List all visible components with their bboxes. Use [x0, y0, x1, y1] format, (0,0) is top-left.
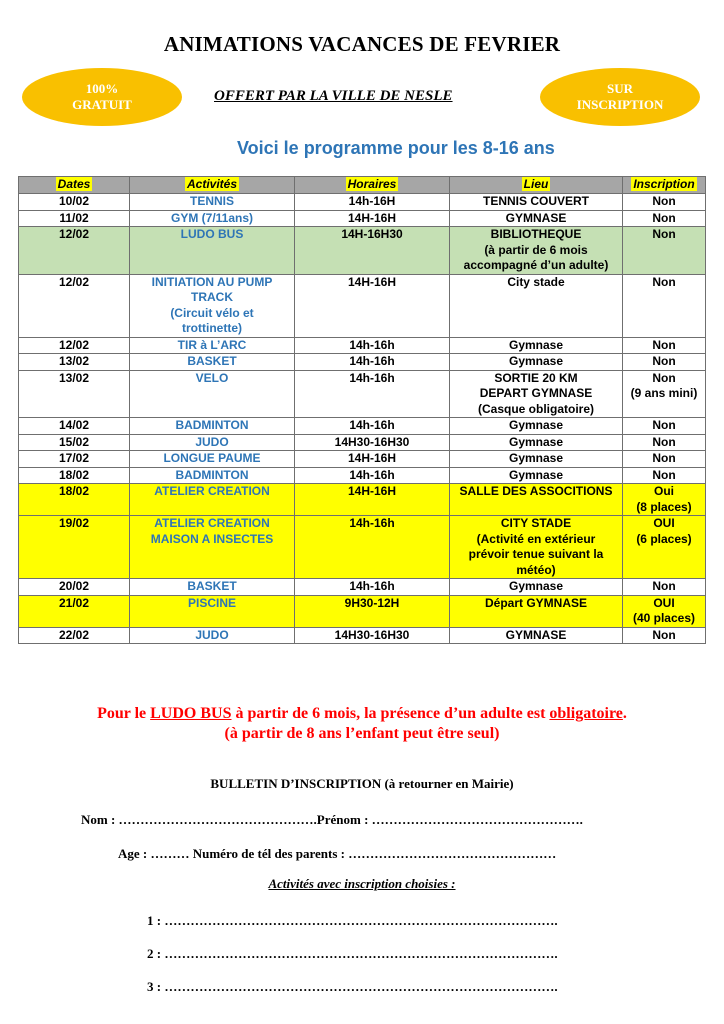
activity-choice-1[interactable]: 1 : ……………………………………………………………………………….	[147, 913, 558, 928]
cell-registration	[623, 516, 706, 579]
header-horaires: Horaires	[295, 177, 450, 194]
cell-registration-line: Non	[652, 370, 676, 385]
cell-date	[19, 274, 130, 337]
cell-registration-line: Non	[652, 627, 676, 642]
cell-place-line: Gymnase	[508, 418, 564, 432]
registration-badge	[540, 68, 700, 126]
table-row	[19, 274, 706, 337]
cell-hours	[295, 484, 450, 516]
cell-place-line: météo)	[516, 562, 556, 577]
cell-activity	[130, 337, 295, 354]
cell-hours	[295, 418, 450, 435]
cell-place	[450, 516, 623, 579]
cell-registration	[623, 227, 706, 275]
cell-date	[19, 595, 130, 627]
cell-date	[19, 434, 130, 451]
cell-registration-line: Non	[652, 274, 676, 289]
cell-date-line: 13/02	[58, 354, 90, 368]
cell-hours	[295, 595, 450, 627]
cell-hours-line: 14h-16h	[349, 418, 395, 432]
cell-activity	[130, 627, 295, 644]
table-body	[19, 194, 706, 644]
cell-place	[450, 451, 623, 468]
cell-date	[19, 194, 130, 211]
cell-date-line: 15/02	[58, 434, 90, 449]
cell-place-line: TENNIS COUVERT	[482, 194, 589, 208]
cell-activity-line: MAISON A INSECTES	[150, 531, 274, 546]
table-row	[19, 595, 706, 627]
cell-activity-line: BASKET	[187, 354, 237, 368]
table-row	[19, 434, 706, 451]
cell-date-line: 19/02	[58, 516, 90, 530]
cell-place-line: (Activité en extérieur	[476, 531, 596, 546]
cell-place-line: BIBLIOTHEQUE	[490, 227, 582, 241]
cell-registration-line: Oui	[654, 484, 674, 498]
cell-activity	[130, 484, 295, 516]
cell-place	[450, 354, 623, 371]
chosen-activities-title: Activités avec inscription choisies :	[268, 876, 456, 891]
cell-hours	[295, 579, 450, 596]
cell-activity-line: GYM (7/11ans)	[170, 210, 254, 225]
cell-activity-line: TIR à L’ARC	[177, 337, 247, 352]
program-table	[18, 176, 706, 644]
cell-date	[19, 227, 130, 275]
cell-date-line: 17/02	[58, 451, 90, 465]
cell-hours	[295, 210, 450, 227]
cell-registration	[623, 627, 706, 644]
cell-date-line: 18/02	[58, 467, 90, 482]
cell-place-line: Départ GYMNASE	[484, 595, 588, 610]
table-row	[19, 227, 706, 275]
cell-hours	[295, 194, 450, 211]
cell-activity-line: LUDO BUS	[180, 227, 244, 241]
cell-place	[450, 210, 623, 227]
free-badge-line2: GRATUIT	[72, 97, 132, 112]
cell-hours-line: 14h-16h	[349, 516, 395, 530]
table-row	[19, 418, 706, 435]
cell-activity-line: BADMINTON	[175, 467, 249, 482]
cell-activity	[130, 227, 295, 275]
cell-hours-line: 14H-16H	[347, 451, 397, 465]
table-row	[19, 627, 706, 644]
cell-activity-line: TENNIS	[189, 194, 234, 208]
cell-registration	[623, 451, 706, 468]
cell-registration	[623, 337, 706, 354]
cell-activity-line: VELO	[195, 370, 229, 385]
cell-activity	[130, 418, 295, 435]
cell-activity	[130, 274, 295, 337]
cell-date-line: 18/02	[58, 484, 90, 498]
cell-activity	[130, 516, 295, 579]
cell-registration-line: Non	[652, 418, 676, 432]
cell-activity-line: trottinette)	[182, 321, 242, 335]
cell-hours	[295, 516, 450, 579]
cell-date	[19, 451, 130, 468]
cell-date-line: 12/02	[58, 337, 90, 352]
cell-activity-line: BADMINTON	[175, 418, 249, 432]
cell-activity	[130, 434, 295, 451]
cell-date	[19, 337, 130, 354]
cell-activity	[130, 210, 295, 227]
cell-place-line: Gymnase	[508, 434, 564, 449]
cell-place-line: (à partir de 6 mois	[484, 242, 588, 257]
cell-place	[450, 627, 623, 644]
free-badge-line1: 100%	[85, 81, 119, 96]
cell-date-line: 21/02	[58, 595, 90, 610]
cell-hours	[295, 451, 450, 468]
cell-place-line: prévoir tenue suivant la	[468, 547, 604, 561]
page-title: ANIMATIONS VACANCES DE FEVRIER	[163, 32, 561, 56]
program-subtitle: Voici le programme pour les 8-16 ans	[237, 138, 555, 158]
table-row	[19, 579, 706, 596]
cell-place	[450, 274, 623, 337]
notice-line1: Pour le LUDO BUS à partir de 6 mois, la présence d’un adulte est obligatoire.	[97, 705, 627, 722]
cell-registration	[623, 354, 706, 371]
cell-hours-line: 14h-16h	[349, 579, 395, 593]
cell-registration-line: Non	[652, 210, 676, 225]
cell-registration-line: OUI	[653, 595, 675, 610]
cell-date-line: 22/02	[58, 627, 90, 642]
cell-place	[450, 434, 623, 451]
cell-registration	[623, 418, 706, 435]
form-title: BULLETIN D’INSCRIPTION (à retourner en Mairie)	[210, 776, 514, 791]
cell-activity-line: INITIATION AU PUMP	[151, 274, 273, 289]
cell-hours-line: 14H-16H	[347, 210, 397, 225]
cell-registration	[623, 467, 706, 484]
cell-hours-line: 14H-16H30	[341, 227, 403, 241]
offered-by-text: OFFERT PAR LA VILLE DE NESLE	[214, 88, 453, 104]
cell-hours	[295, 274, 450, 337]
cell-place-line: CITY STADE	[500, 516, 572, 530]
cell-hours-line: 14h-16h	[349, 467, 395, 482]
cell-place	[450, 595, 623, 627]
cell-activity	[130, 194, 295, 211]
cell-place-line: Gymnase	[508, 337, 564, 352]
cell-registration	[623, 434, 706, 451]
cell-activity	[130, 595, 295, 627]
cell-activity	[130, 451, 295, 468]
cell-activity-line: ATELIER CREATION	[154, 484, 270, 498]
cell-registration	[623, 484, 706, 516]
cell-place	[450, 484, 623, 516]
table-row	[19, 484, 706, 516]
cell-place-line: (Casque obligatoire)	[477, 401, 594, 416]
cell-date	[19, 210, 130, 227]
table-row	[19, 337, 706, 354]
program-subtitle-row	[0, 138, 724, 159]
notice-line2: (à partir de 8 ans l’enfant peut être seul)	[224, 725, 500, 742]
cell-hours	[295, 337, 450, 354]
cell-registration	[623, 194, 706, 211]
cell-activity-line: LONGUE PAUME	[163, 451, 261, 465]
cell-place-line: Gymnase	[508, 451, 564, 465]
cell-activity-line: JUDO	[195, 434, 229, 449]
cell-hours	[295, 227, 450, 275]
cell-registration	[623, 595, 706, 627]
header-lieu: Lieu	[450, 177, 623, 194]
activity-choice-3[interactable]: 3 : ……………………………………………………………………………….	[147, 979, 558, 994]
cell-registration-line: (40 places)	[632, 611, 696, 625]
cell-registration-line: (8 places)	[636, 499, 692, 514]
cell-place	[450, 579, 623, 596]
cell-place	[450, 337, 623, 354]
cell-activity-line: PISCINE	[187, 595, 236, 610]
cell-place-line: SORTIE 20 KM	[494, 370, 578, 385]
cell-registration	[623, 210, 706, 227]
cell-registration-line: Non	[652, 337, 676, 352]
cell-registration-line: Non	[652, 227, 676, 241]
cell-date-line: 11/02	[59, 210, 89, 225]
cell-registration-line: (9 ans mini)	[630, 386, 698, 400]
cell-date	[19, 370, 130, 418]
cell-hours	[295, 627, 450, 644]
cell-date	[19, 354, 130, 371]
free-badge	[22, 68, 182, 126]
cell-place-line: GYMNASE	[505, 627, 567, 642]
cell-registration-line: Non	[652, 434, 676, 449]
cell-hours	[295, 434, 450, 451]
name-field-line[interactable]: Nom : ……………………………………….Prénom : ………………………………………….	[81, 812, 583, 827]
cell-place-line: GYMNASE	[505, 210, 567, 225]
cell-hours-line: 14H-16H	[347, 484, 397, 498]
cell-activity	[130, 467, 295, 484]
table-row	[19, 516, 706, 579]
cell-place-line: Gymnase	[508, 467, 564, 482]
header-dates: Dates	[19, 177, 130, 194]
cell-hours-line: 14H-16H	[347, 274, 397, 289]
cell-hours-line: 14H30-16H30	[334, 434, 410, 449]
table-row	[19, 370, 706, 418]
cell-hours	[295, 354, 450, 371]
cell-registration	[623, 274, 706, 337]
cell-place	[450, 227, 623, 275]
cell-place	[450, 194, 623, 211]
cell-activity	[130, 370, 295, 418]
cell-place-line: DEPART GYMNASE	[479, 386, 593, 400]
cell-hours-line: 9H30-12H	[344, 595, 400, 610]
cell-registration	[623, 370, 706, 418]
cell-hours-line: 14h-16h	[349, 370, 395, 385]
cell-registration-line: Non	[652, 451, 676, 465]
cell-activity	[130, 354, 295, 371]
cell-hours	[295, 467, 450, 484]
cell-registration	[623, 579, 706, 596]
cell-date-line: 10/02	[58, 194, 90, 208]
cell-registration-line: (6 places)	[636, 531, 692, 546]
cell-date-line: 12/02	[58, 227, 90, 241]
table-row	[19, 194, 706, 211]
cell-hours-line: 14h-16h	[349, 354, 395, 368]
cell-place-line: Gymnase	[508, 579, 564, 593]
cell-date-line: 20/02	[58, 579, 90, 593]
table-row	[19, 210, 706, 227]
registration-badge-line1: SUR	[606, 81, 633, 96]
cell-date	[19, 516, 130, 579]
activity-choice-2[interactable]: 2 : ……………………………………………………………………………….	[147, 946, 558, 961]
cell-activity-line: (Circuit vélo et	[170, 305, 254, 320]
cell-date-line: 14/02	[58, 418, 90, 432]
header-inscription: Inscription	[623, 177, 706, 194]
cell-date	[19, 579, 130, 596]
cell-registration-line: Non	[652, 194, 676, 208]
cell-place-line: SALLE DES ASSOCITIONS	[459, 484, 613, 498]
cell-date	[19, 627, 130, 644]
cell-place	[450, 467, 623, 484]
cell-activity-line: JUDO	[195, 627, 229, 642]
cell-place-line: accompagné d’un adulte)	[463, 258, 609, 272]
cell-registration-line: Non	[652, 467, 676, 482]
cell-hours-line: 14H30-16H30	[334, 627, 410, 642]
cell-registration-line: Non	[652, 354, 676, 368]
notice-obligatoire: obligatoire	[549, 705, 623, 722]
cell-place-line: Gymnase	[508, 354, 564, 368]
table-row	[19, 451, 706, 468]
cell-place-line: City stade	[507, 274, 565, 289]
header-activites: Activités	[130, 177, 295, 194]
cell-activity-line: ATELIER CREATION	[154, 516, 270, 530]
table-header-row	[19, 177, 706, 194]
registration-badge-line2: INSCRIPTION	[576, 97, 664, 112]
cell-date-line: 13/02	[58, 370, 90, 385]
age-phone-field-line[interactable]: Age : ……… Numéro de tél des parents : …………………………………………	[118, 846, 557, 861]
cell-date	[19, 467, 130, 484]
cell-activity-line: TRACK	[191, 290, 233, 304]
cell-activity	[130, 579, 295, 596]
notice-ludo-bus: LUDO BUS	[150, 705, 232, 722]
cell-activity-line: BASKET	[187, 579, 237, 593]
table-row	[19, 354, 706, 371]
cell-hours-line: 14h-16h	[349, 337, 395, 352]
cell-date	[19, 418, 130, 435]
ludo-bus-notice	[0, 704, 724, 744]
cell-place	[450, 370, 623, 418]
cell-date	[19, 484, 130, 516]
cell-registration-line: Non	[652, 579, 676, 593]
cell-hours-line: 14h-16H	[348, 194, 396, 208]
cell-hours	[295, 370, 450, 418]
table-row	[19, 467, 706, 484]
cell-place	[450, 418, 623, 435]
cell-date-line: 12/02	[58, 274, 90, 289]
cell-registration-line: OUI	[653, 516, 675, 530]
